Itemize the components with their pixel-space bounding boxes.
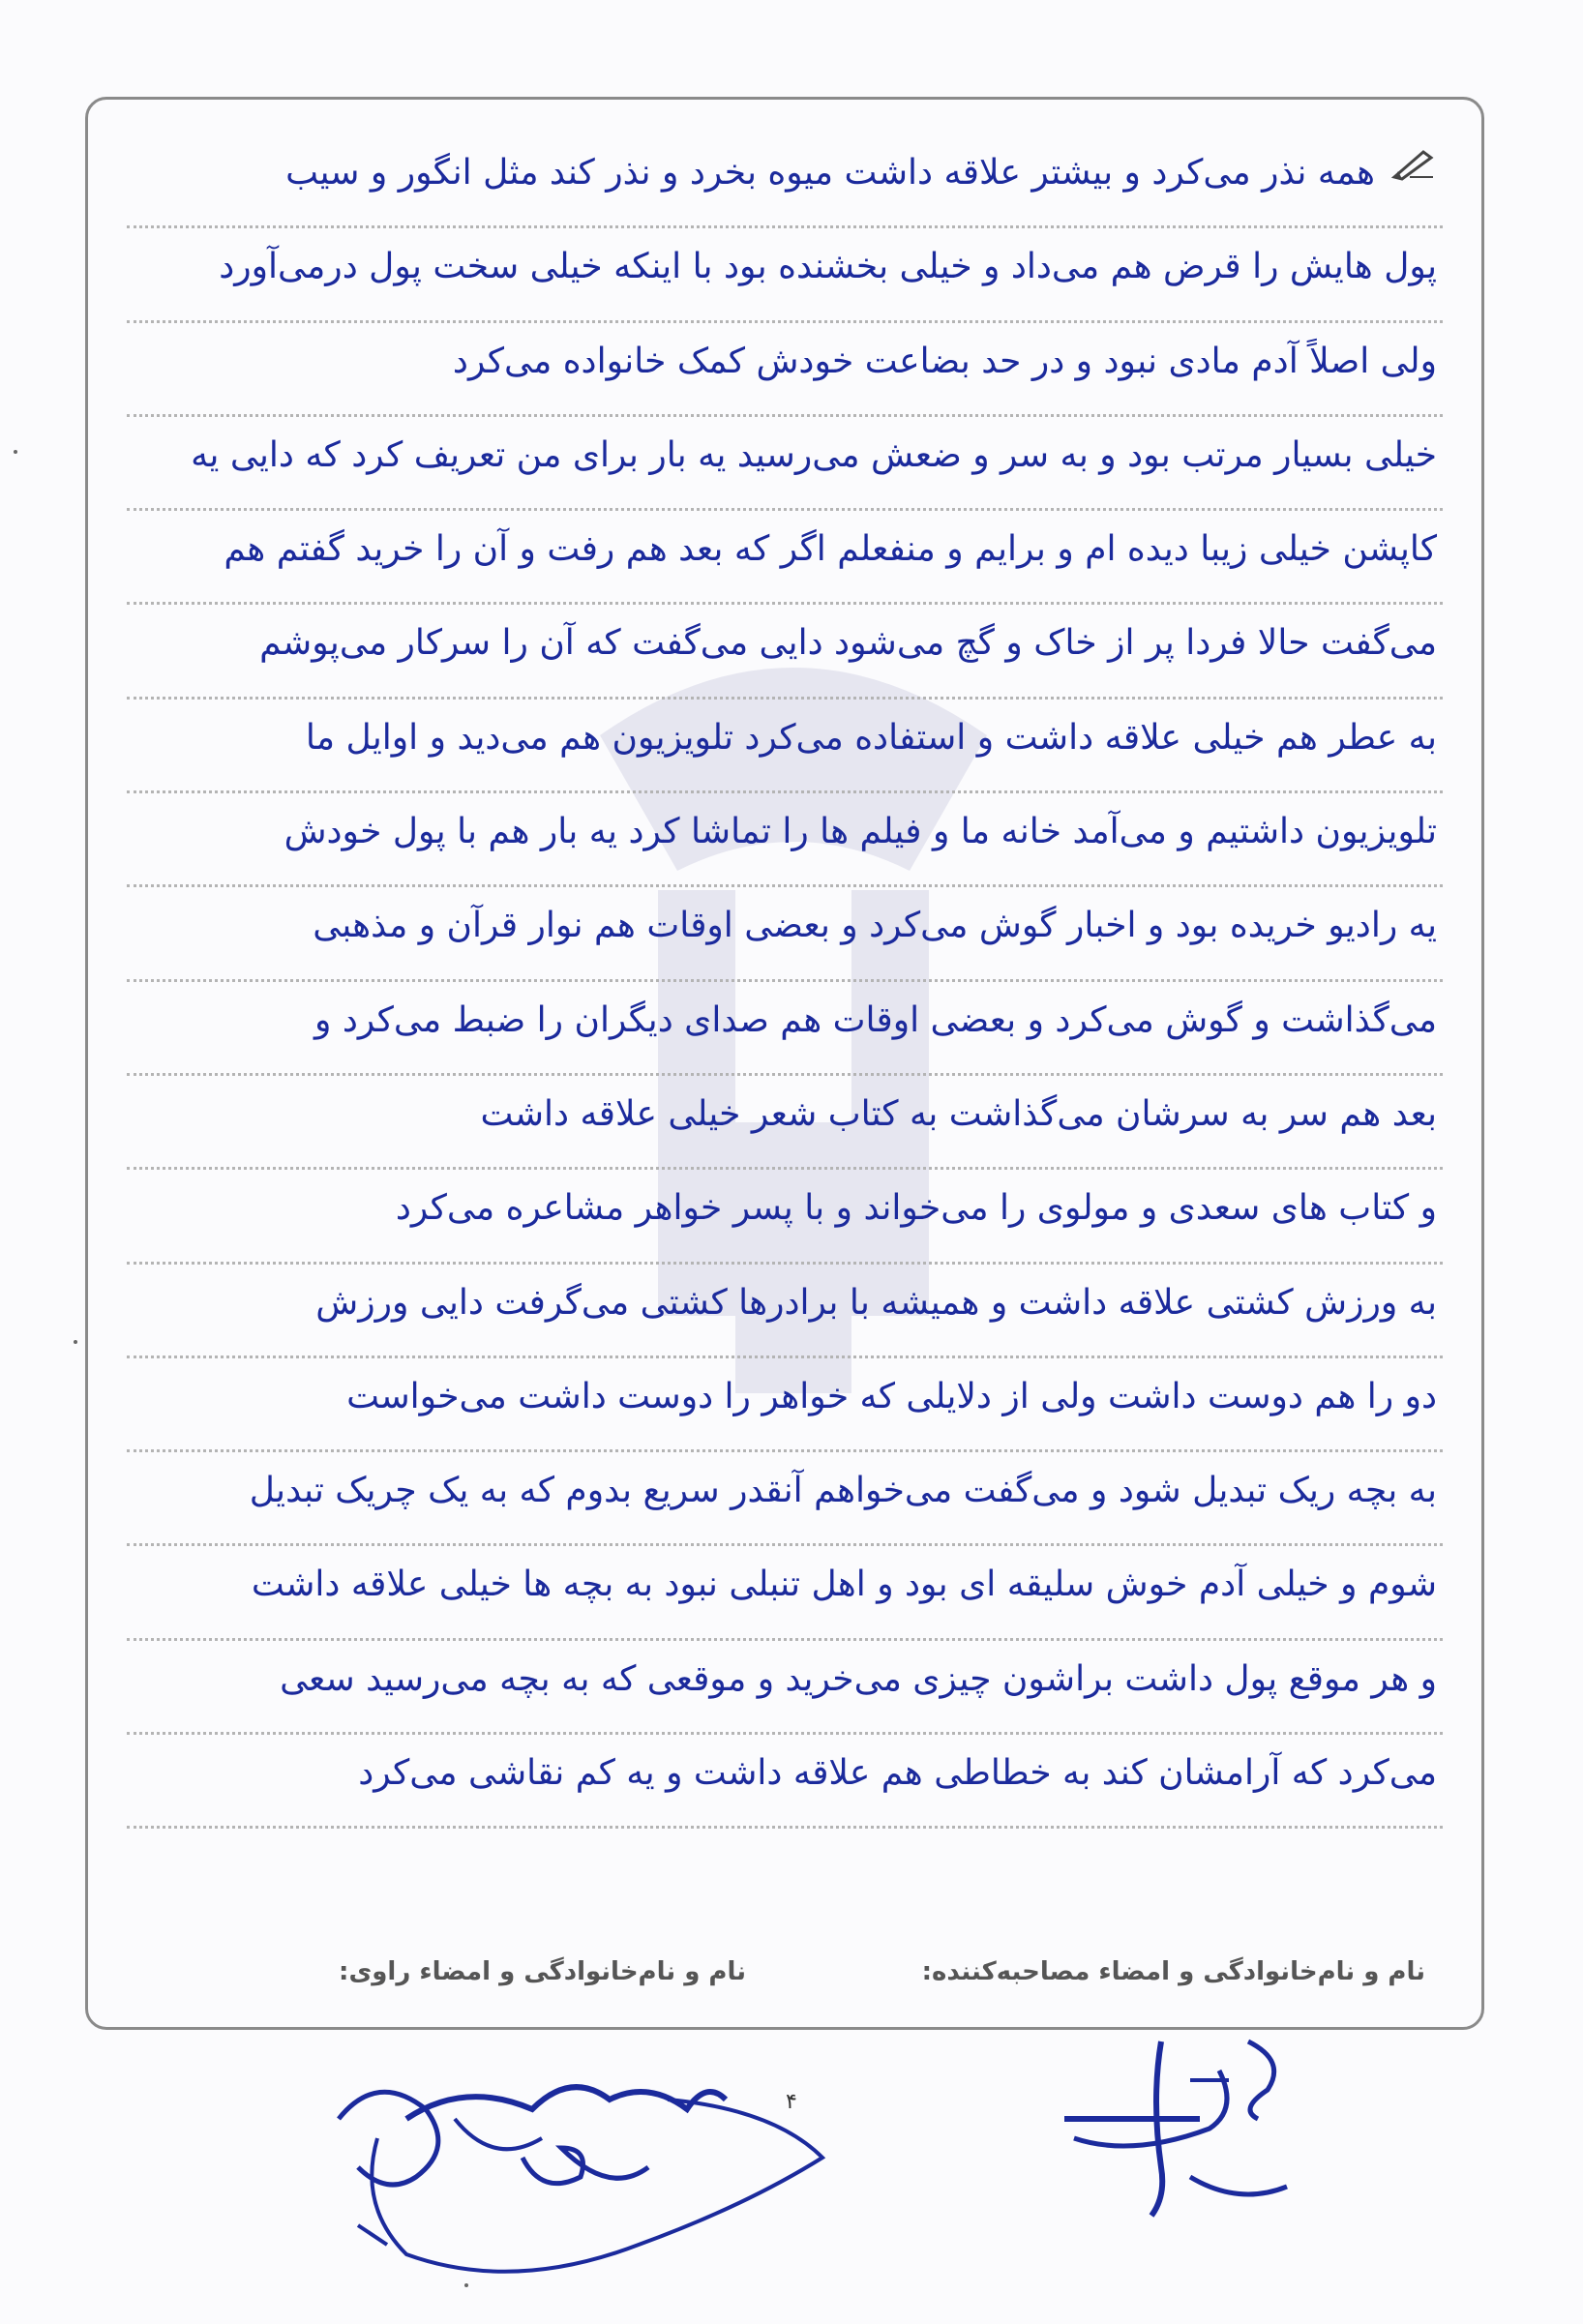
text-line: دو را هم دوست داشت ولی از دلایلی که خواهر را دوست داشت می‌خواست [127,1358,1443,1452]
interviewer-signature [1045,2032,1297,2245]
text-line: و کتاب های سعدی و مولوی را می‌خواند و با پسر خواهر مشاعره می‌کرد [127,1170,1443,1264]
text-line: به عطر هم خیلی علاقه داشت و استفاده می‌کرد تلویزیون هم می‌دید و اوایل ما [127,700,1443,793]
text-line: خیلی بسیار مرتب بود و به سر و ضعش می‌رسید یه بار برای من تعریف کرد که دایی یه [127,417,1443,511]
page-number: ۴ [786,2090,797,2114]
text-line: به بچه ریک تبدیل شود و می‌گفت می‌خواهم آنقدر سریع بدوم که به یک چریک تبدیل [127,1452,1443,1546]
text-line: یه رادیو خریده بود و اخبار گوش می‌کرد و بعضی اوقات هم نوار قرآن و مذهبی [127,887,1443,981]
narrator-signature [319,2051,842,2283]
narrator-label: نام و نام‌خانوادگی و امضاء راوی: [339,1957,746,1986]
text-line: ولی اصلاً آدم مادی نبود و در حد بضاعت خودش کمک خانواده می‌کرد [127,323,1443,417]
text-line: شوم و خیلی آدم خوش سلیقه ای بود و اهل تنبلی نبود به بچه ها خیلی علاقه داشت [127,1546,1443,1640]
text-line: بعد هم سر به سرشان می‌گذاشت به کتاب شعر خیلی علاقه داشت [127,1076,1443,1170]
text-line: به ورزش کشتی علاقه داشت و همیشه با برادرها کشتی می‌گرفت دایی ورزش [127,1265,1443,1358]
paper-speck [464,2283,468,2287]
handwritten-text-lines [127,134,1443,1829]
interviewer-label: نام و نام‌خانوادگی و امضاء مصاحبه‌کننده: [921,1957,1425,1986]
text-line: همه نذر می‌کرد و بیشتر علاقه داشت میوه بخرد و نذر کند مثل انگور و سیب [127,134,1443,228]
text-line: می‌گفت حالا فردا پر از خاک و گچ می‌شود دایی می‌گفت که آن را سرکار می‌پوشم [127,605,1443,699]
text-line: و هر موقع پول داشت براشون چیزی می‌خرید و موقعی که به بچه می‌رسید سعی [127,1641,1443,1735]
text-line: تلویزیون داشتیم و می‌آمد خانه ما و فیلم ها را تماشا کرد یه بار هم با پول خودش [127,793,1443,887]
text-line: می‌گذاشت و گوش می‌کرد و بعضی اوقات هم صدای دیگران را ضبط می‌کرد و [127,982,1443,1076]
paper-speck [74,1340,77,1344]
text-line: کاپشن خیلی زیبا دیده ام و برایم و منفعلم اگر که بعد هم رفت و آن را خرید گفتم هم [127,511,1443,605]
signature-labels [127,1957,1443,2006]
text-line: می‌کرد که آرامشان کند به خطاطی هم علاقه داشت و یه کم نقاشی می‌کرد [127,1735,1443,1829]
paper-speck [14,450,17,454]
content-frame [85,97,1484,2030]
text-line: پول هایش را قرض هم می‌داد و خیلی بخشنده بود با اینکه خیلی سخت پول درمی‌آورد [127,228,1443,322]
